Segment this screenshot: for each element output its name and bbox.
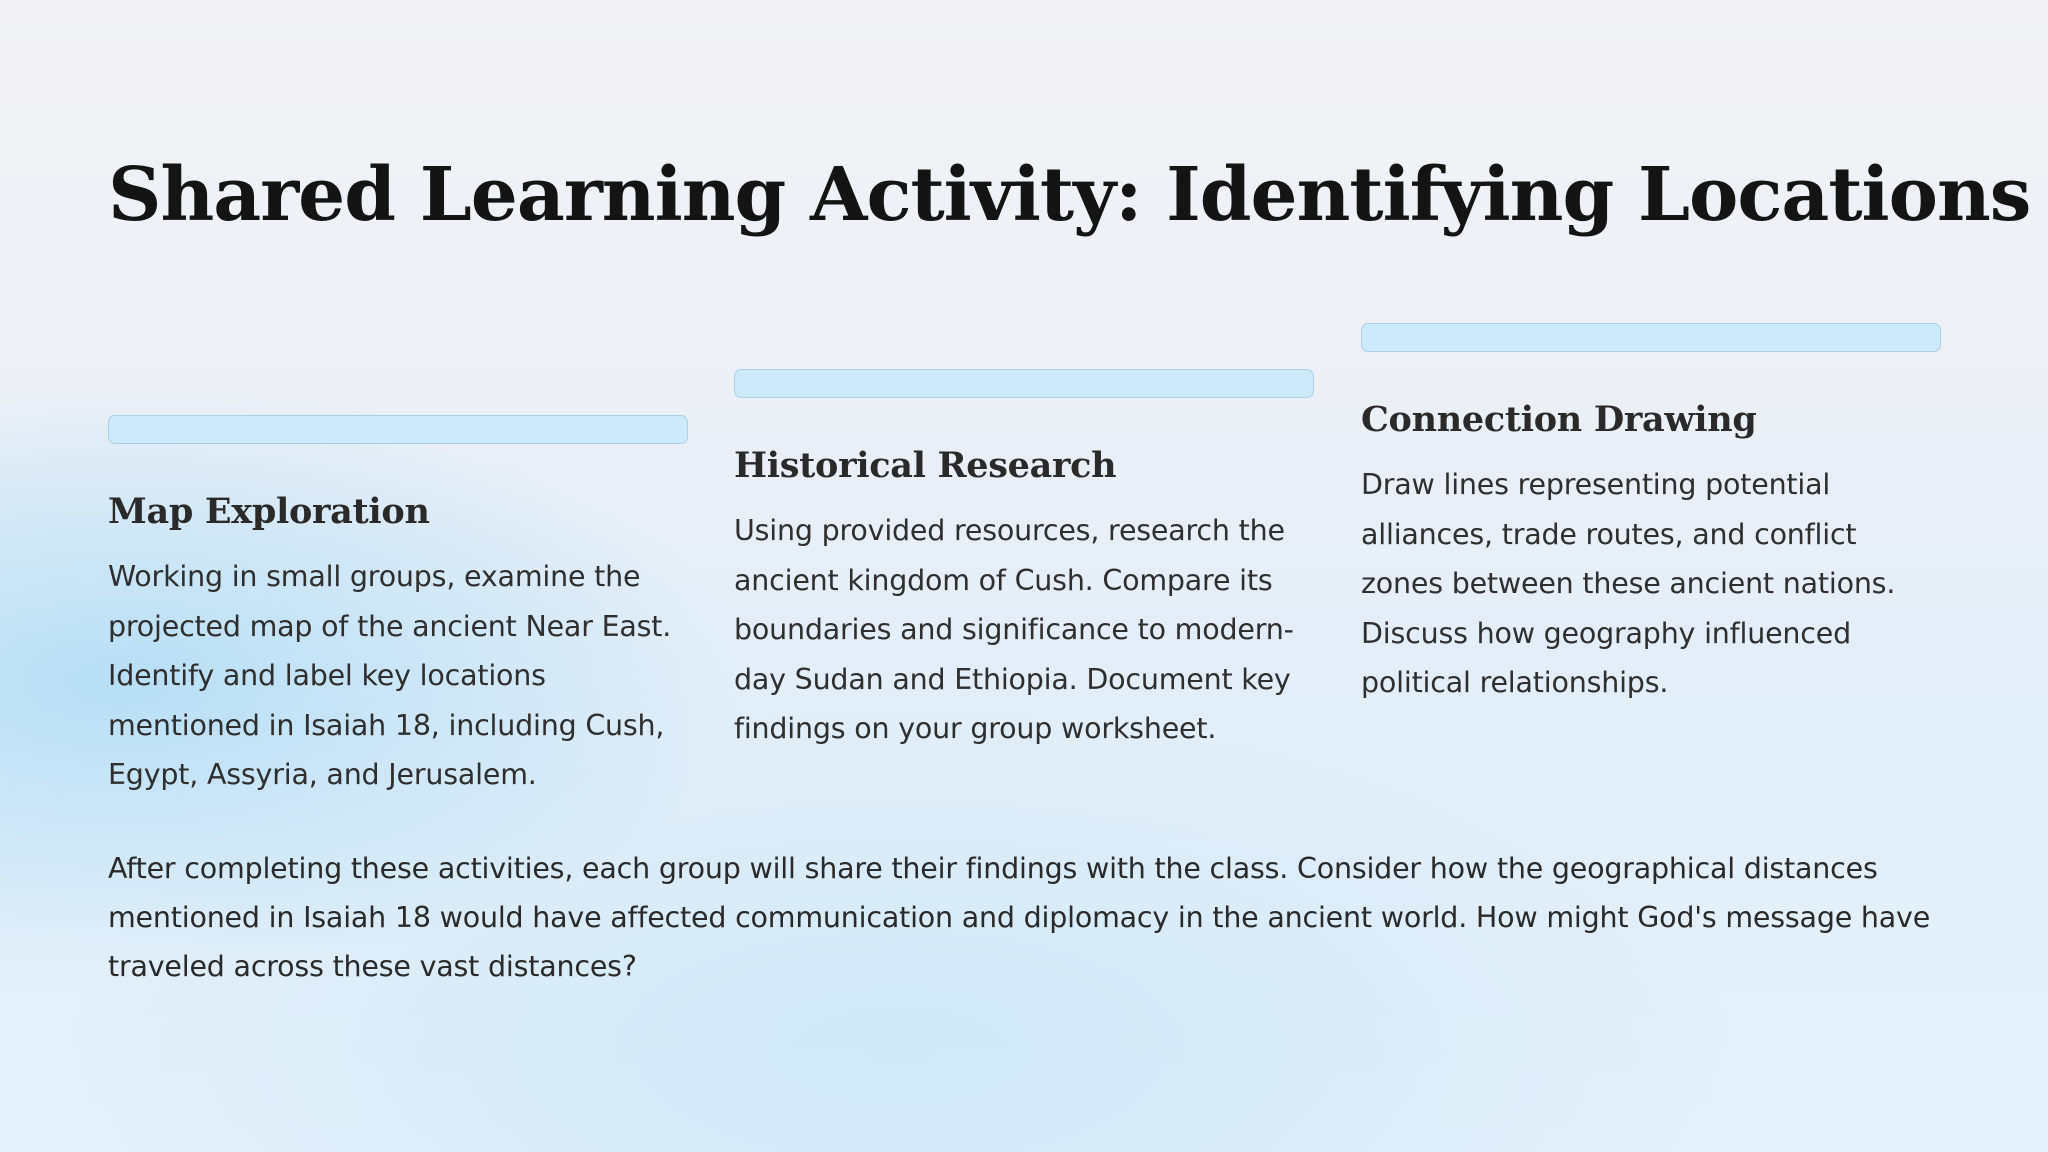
activity-card-connection-drawing [1361,323,1941,708]
card-body: Using provided resources, research the ancient kingdom of Cush. Compare its boundaries and significance to modern-day Sudan and Ethiopia. Document key findings on your group worksheet. [734,514,1294,745]
card-heading: Historical Research [734,445,1117,486]
card-body: Draw lines representing potential alliances, trade routes, and conflict zones between these ancient nations. Discuss how geography influenced political relationships. [1361,468,1896,699]
card-accent-bar [734,369,1314,398]
slide-title: Shared Learning Activity: Identifying Locations [108,152,2031,238]
card-heading: Connection Drawing [1361,399,1757,440]
activity-card-map-exploration [108,415,688,800]
card-accent-bar [108,415,688,444]
summary-paragraph: After completing these activities, each group will share their findings with the class. Consider how the geographical distances mentioned in Isaiah 18 would have affected communication and diplomacy in the ancient world. How might God's message have traveled across these vast distances? [108,852,1931,983]
card-body: Working in small groups, examine the projected map of the ancient Near East. Identify and label key locations mentioned in Isaiah 18, including Cush, Egypt, Assyria, and Jerusalem. [108,560,672,791]
activity-card-historical-research [734,369,1314,754]
card-heading: Map Exploration [108,491,430,532]
card-accent-bar [1361,323,1941,352]
